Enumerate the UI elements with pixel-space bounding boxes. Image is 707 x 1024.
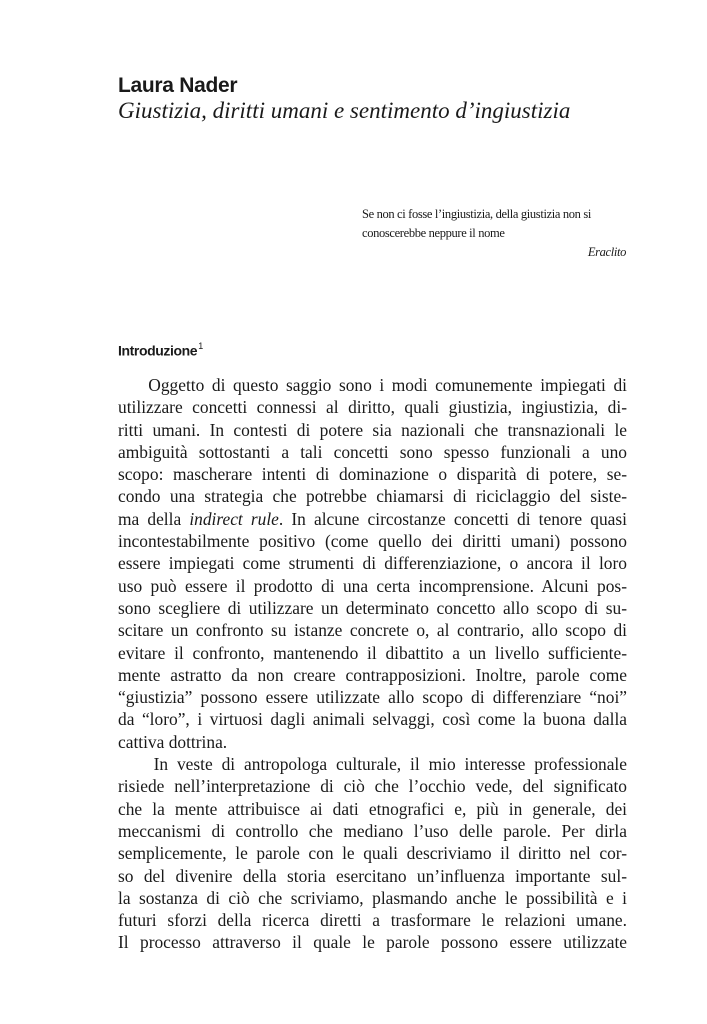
body-line: condo una strategia che potrebbe chiamarsi di riciclaggio del siste-: [118, 486, 627, 507]
body-line-rest: . In alcune circostanze concetti di tenore quasi: [278, 508, 627, 529]
body-line: ambiguità sottostanti a tali concetti sono spesso funzionali a uno: [118, 441, 627, 462]
body-line: scitare un confronto su istanze concrete o, al contrario, allo scopo di: [118, 620, 627, 641]
author-name: Laura Nader: [118, 74, 238, 97]
body-line: che la mente attribuisce ai dati etnografici e, più in generale, dei: [118, 798, 627, 819]
body-line: la sostanza di ciò che scriviamo, plasmando anche le possibilità e i: [118, 887, 627, 908]
body-line: semplicemente, le parole con le quali descriviamo il diritto nel cor-: [118, 843, 627, 864]
body-line-start: ma della: [118, 508, 190, 529]
body-line: evitare il confronto, mantenendo il dibattito a un livello sufficiente-: [118, 642, 627, 663]
body-line: meccanismi di controllo che mediano l’uso delle parole. Per dirla: [118, 820, 627, 841]
body-line: essere impiegati come strumenti di differenziazione, o ancora il loro: [118, 553, 627, 574]
body-line: so del divenire della storia esercitano un’influenza importante sul-: [118, 865, 627, 886]
epigraph-line-2: conoscerebbe neppure il nome: [362, 226, 505, 240]
body-line: incontestabilmente positivo (come quello dei diritti umani) possono: [118, 531, 627, 552]
body-line: “giustizia” possono essere utilizzate allo scopo di differenziare “noi”: [118, 687, 627, 708]
body-line: cattiva dottrina.: [118, 731, 228, 752]
body-line: utilizzare concetti connessi al diritto, quali giustizia, ingiustizia, di-: [118, 397, 627, 418]
body-line-with-italic: [118, 508, 627, 530]
body-line: ritti umani. In contesti di potere sia nazionali che transnazionali le: [118, 419, 627, 440]
epigraph-line-1: Se non ci fosse l’ingiustizia, della giustizia non si: [362, 207, 591, 221]
body-line: scopo: mascherare intenti di dominazione o disparità di potere, se-: [118, 464, 627, 485]
section-heading-text: Introduzione: [118, 342, 198, 359]
body-line: sono scegliere di utilizzare un determinato concetto allo scopo di su-: [118, 597, 627, 618]
epigraph: [362, 205, 626, 262]
italic-term: indirect rule: [189, 508, 279, 529]
body-line: Oggetto di questo saggio sono i modi comunemente impiegati di: [118, 375, 627, 395]
section-heading: [118, 338, 203, 360]
body-line: mente astratto da non creare contrapposizioni. Inoltre, parole come: [118, 664, 627, 685]
body-text: [118, 374, 627, 954]
body-line: da “loro”, i virtuosi dagli animali selvaggi, così come la buona dalla: [118, 709, 627, 730]
body-line: risiede nell’interpretazione di ciò che l’occhio vede, del significato: [118, 776, 627, 797]
body-line: In veste di antropologa culturale, il mio interesse professionale: [118, 754, 627, 775]
body-line: futuri sforzi della ricerca diretti a trasformare le relazioni umane.: [118, 910, 627, 931]
epigraph-attribution: Eraclito: [587, 245, 626, 259]
article-title: Giustizia, diritti umani e sentimento d’ingiustizia: [118, 98, 571, 123]
footnote-marker: 1: [198, 341, 203, 351]
body-line: Il processo attraverso il quale le parole possono essere utilizzate: [118, 932, 627, 953]
body-line: uso può essere il prodotto di una certa incomprensione. Alcuni pos-: [118, 575, 627, 596]
